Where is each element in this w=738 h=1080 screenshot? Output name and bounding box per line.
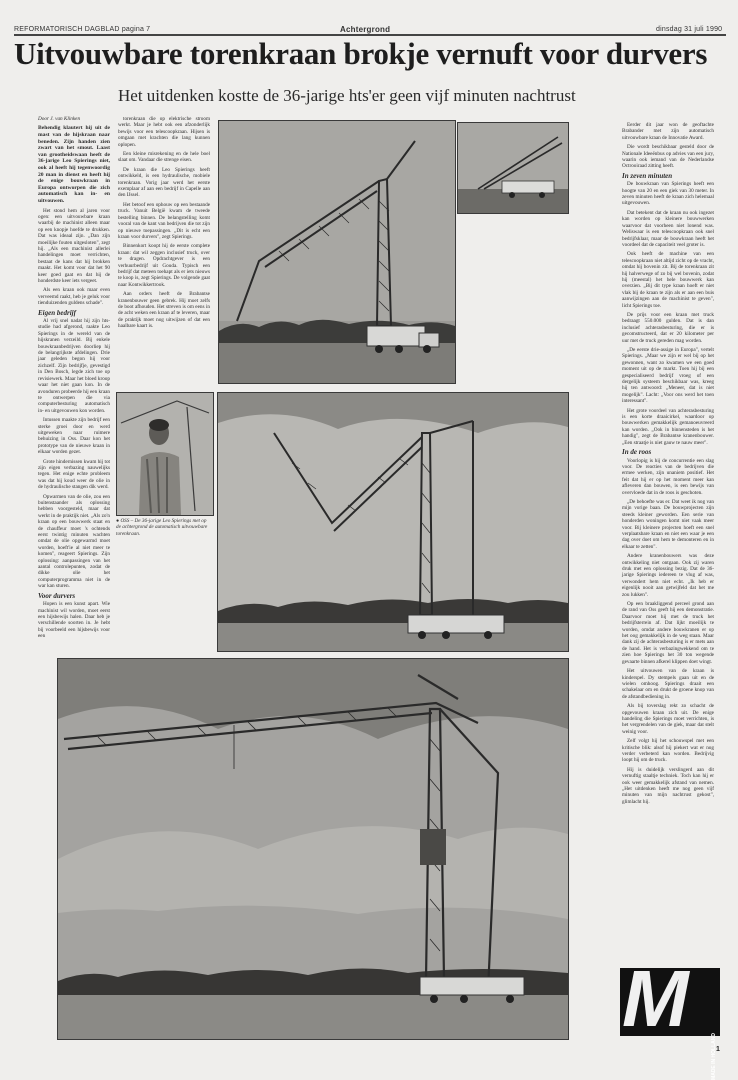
paragraph: Als bij toverslag rekt zo schacht de opgevouwen kraan zich uit. De enige handeling die Spierings moet verrichten, is het vergrendelen van de giek, maar dat stelt weinig voor. [622, 703, 714, 735]
paragraph: Zelf volgt hij het schouwspel met een kritische blik: alsof hij piekert wat er nog verder verbeterd kan worden. Bedrijvig loopt hij om de truck. [622, 738, 714, 764]
paragraph: Ook heeft de machine van een telescoopkraan niet altijd zicht op de vracht, omdat hij bovenin zit. Bij de torenkraan zit hij halverwege of zo bij wel bovenin, zodat hij (meestal) het hele bouwwerk kan overzien. „Bij dit type kraan hoeft er niet vlak bij de kraan te zijn als er aan een buis aanwijzingen aan de machinist te geven", licht Spierings toe. [622, 251, 714, 309]
paragraph: Al vrij snel nadat hij zijn hts-studie had afgerond, raakte Leo Spierings in de wereld van de hijskranen verzeild. Bij enkele bouwkraanbedrijven doorliep hij de belangrijkste afdelingen. Drie jaar geleden begon hij voor zichzelf. Zijn bedrijfje, gevestigd in Den Bosch, legde zich toe op revisiewerk. Maar het bloed kroop waar het niet gaan kon. In de avonduren probeerde hij een kraan te ontwerpen die via computerbesturing automatisch in- en uitgevouwen kon worden. [38, 318, 111, 414]
subheading-in-zeven-minuten: In zeven minuten [622, 171, 673, 180]
paragraph: Als een kraan ook maar even verveemd raakt, heb je geluk voor tienduizenden guldens schade". [38, 287, 110, 307]
headline: Uitvouwbare torenkraan brokje vernuft voor durvers [14, 36, 708, 71]
masthead-paper: REFORMATORISCH DAGBLAD pagina 7 [14, 26, 151, 33]
paragraph: De kraan die Leo Spierings heeft ontwikkeld, is een hydraulische, mobiele torenkraan. Vorig jaar werd het eerste exemplaar af aan een bedrijf in Capelle aan den IJssel. [118, 166, 210, 199]
paragraph: torenkraan die op elektrische stroom werkt. Maar je hebt ook een afzonderlijk bewijs voor een telescoopkraan. Hijsen is omgaan met krachten die lang kunnen oplopen. [118, 116, 210, 148]
subheading-eigen-bedrijf: Eigen bedrijf [38, 308, 76, 317]
column-1 [38, 116, 110, 660]
masthead-section: Achtergrond [340, 25, 391, 34]
paragraph: Intussen maakte zijn bedrijf een sterke groei door en werd uitgeweken naar ruimere behuizing in Oss. Daar kon het prototype van de nieuwe kraan in elkaar worden gezet. [38, 417, 110, 456]
paragraph: Die wordt beschikbaar gesteld door de Nationale Ideeënbus op advies van een jury, waarin ook iemand van de Nederlandse Octrooiraad zitting heeft. [622, 144, 714, 170]
paragraph: De bouwkraan van Spierings heeft een hoogte van 20 en een giek van 30 meter. In zeven minuten heeft de kraan zich helemaal uitgevouwen. [622, 181, 714, 207]
paragraph: De prijs voor een kraan met truck bedraagt 550.000 gulden. Dat is dan inclusief achterasbesturing, die er is gecomstructeerd, dat er 20 kilometer per uur met de truck gereden mag worden. [622, 311, 714, 344]
masthead-date: dinsdag 31 juli 1990 [656, 26, 723, 33]
photo-crane-unfolding [217, 392, 569, 652]
photo-crane-fully-extended [57, 658, 569, 1040]
subheading-voor-durvers: Voor durvers [38, 591, 76, 600]
paragraph: Dat betekent dat de kraan nu ook ingezet kan worden op kleinere bouwwerken waarvoor dat voorheen niet lonend was. Weliswaar is een telescoopkraan ook snel bedrijfsklaar, maar de bouwkraan heeft het voordeel dat de capaciteit veel groter is. [622, 209, 714, 248]
logo-text: MADE IN HOLLAND [711, 1033, 717, 1080]
paragraph: Eerder dit jaar won de geoftachte Brabander met zijn automatisch uitvouwbare kraan de Innovatie Award. [622, 122, 714, 141]
paragraph: Op een braakliggend perceel grond aan de rand van Oss geeft hij een demonstratie. Daarvoor moet hij met de truck het bedrijfsterrein af. Dat lijkt moeilijk te worden, omdat andere bouwkranen er op het oog gemakkelijk in de weg staan. Maar dank zij de achterasbesturing is er mets aan de hand. Het is verbazingwekkend om te zien hoe Spierings het 30 ton wegende gevaarte binnen afkerel klippen doet wingt. [622, 601, 714, 665]
paragraph: „De behoefte was er. Dat weet ik nog van mijn vorige baan. De bouwprojecten zijn steeds kleiner geworden. Een serie van honderden woningen komt niet vaak meer voor. Bij kleinere projecten hoeft een snel verplaatsbare kraan en niet een waar je een dag over doet om hem te demonteren en in elkaar te zetten". [622, 498, 714, 550]
caption-bullet: ● [116, 518, 121, 524]
paragraph: Hopen is een kunst apart. Wie machinist wil worden, moet eerst een hijsbewijs halen. Daar heb je verschillende soorten in. Je hebt bij voorbeeld een hijsbewijs voor een [38, 601, 110, 640]
paragraph: Grote hindernissen kwam hij tot zijn eigen verbazing nauwelijks tegen. Het enige echte probleem was dat hij koud weer de olie in de hydraulische stangen dik werd. [38, 458, 110, 491]
paragraph: Het stond hem al jaren voor ogen: een uitvouwbare kraan waarbij de machinist alleen maar op een knopje hoefde te drukken. Dat was ideaal zijn. „Dan zijn moeilijke fouten uitgesloten", zegt hij. „Als een machinist allerlei handelingen moet verrichten, bestaat de kans dat hij brokken maakt. Het komt voor dat het 90 keer goed gaat en dat hij de honderdste keer iets vergeet. [38, 207, 110, 284]
photo-crane-folding [218, 120, 456, 384]
logo-letter: M [622, 954, 689, 1043]
column-2 [118, 116, 210, 384]
paragraph: Andere kranenbouwers was deze ontwikkeling niet ontgaan. Ook zij waren druk met een oplossing bezig. Dat de 36-jarige Spierings iedereen te vlug af was, verwondert hem niet echt. „Ik heb er eigenlijk nooit aan getwijfeld dat het me zou lukken". [622, 553, 714, 598]
paragraph: Het grote voordeel van achterasbesturing is een korte draaicirkel, waardoor op bouwwerken gemakkelijk gemanoeuvreerd kan worden. „Ook in binnensteden is het handig", zegt de Brabantse kranenbouwer. „Een straatje is niet gauw te nauw meer". [622, 407, 714, 446]
photo-crane-on-truck [457, 122, 569, 214]
paragraph: Opwarmen van de olie, zou een buitenstaander als oplossing hebben voorgesteld, maar dat werkt in de praktijk niet. „Als zo'n kraan op een bouwwerk staat en de chauffeur moet 's ochtends eerst twintig minuten wachten omdat de olie opgewarmd moet worden, hoeft'ie al niet meer te komen", reageert Spierings. Zijn oplossing: aanpassingen van het aantal controlepunten, zodat de dikke olie het computerprogramma niet in de war kan sturen. [38, 493, 110, 590]
page-number: 1 [716, 1046, 720, 1053]
paragraph: „De eerste drie-assige in Europa", vertelt Spierings. „Maar we zijn er wel bij op het gewonnen, want zo kwamen we een goed moment uit op de markt. Toen hij bij een gespecialiseerd bedrijf vroeg of een dergelijk systeem beschikbaar was, kreeg hij ten antwoord: „Meneer, dat is niet mogelijk". Lacht: „Voor ons werd het toen interessant". [622, 347, 714, 405]
paragraph: Aan orders heeft de Brabantse kranenbouwer geen gebrek. Hij moet zelfs de boot afhouden. Het streven is om eens in de acht weken een kraan af te leveren, maar de praktijk moet nog uitwijzen of dat een haalbare kaart is. [118, 291, 210, 330]
byline: Door J. van Klinken [38, 116, 81, 122]
made-in-holland-logo [620, 954, 720, 1080]
paragraph: Binnenkort koopt hij de eerste complete kraan: dat wil zeggen inclusief truck, over te dragen. Opdrachtgever is een verhuurbedrijf uit Gouda. Typisch een bedrijf dat meteen toehapt als er iets nieuws te koop is, zegt Spierings. De volgende gaat naar Kontwikkertrook. [118, 243, 210, 288]
paragraph: Een kleine misrekening en de hele boel slaat om. Vandaar die strenge eisen. [118, 151, 210, 164]
paragraph: Het uitvouwen van de kraan is kinderspel. Dy stempels gaan uit en de wielen omhoog. Spierings draait een schakelaar om en drukt de groene knop van de afstandbediening in. [622, 668, 714, 700]
paragraph: Voorlopig is hij de concurrentie een slag voor. De reacties van de bedrijven die ermee werken, zijn unaniem positief. Het feit dat hij er op het moment meer kan afleveren dan bouwen, is een bewijs van overvloede dat in de roos is geschoten. [622, 457, 714, 496]
subheadline: Het uitdenken kostte de 36-jarige hts'er geen vijf minuten nachtrust [118, 86, 576, 105]
photo-leo-spierings-portrait [116, 392, 214, 516]
paragraph: Hij is duidelijk verslingerd aan dit vernuftig staaltje techniek. Toch kan hij er ook weer gemakkelijk afstand van nemen. „Het uitdenken heeft me nog geen vijf minuten van mijn nachtrust gekost", glimlacht hij. [622, 766, 714, 805]
column-3 [622, 122, 714, 964]
caption-text: OSS – De 36-jarige Leo Spierings met op de achtergrond de automatisch uitvouwbare torenkraan. [116, 518, 208, 537]
lead-paragraph: Behendig klautert hij uit de mast van de hijskraan naar beneden. Zijn handen zien zwart van het smout. Laast van grootheidswaan heeft de 36-jarige Leo Spierings niet, ook al heeft hij tegenwoordig 20 man in dienst en heeft hij de enige bouwkraan in Europa ontworpen die zich automatisch kan in- en uitvouwen. [38, 125, 110, 204]
photo-caption [116, 518, 212, 537]
paragraph: Het betoof een ophouw op een bestaande truck. Vanuit België kwam de tweede bestelling binnen. De belangstelling komt vooral van de kant van bedrijven die tot zijn op nieuwe toepassingen. „Dit is echt een kraan voor durvers", zegt Spierings. [118, 201, 210, 240]
subheading-in-de-roos: In de roos [622, 448, 652, 457]
